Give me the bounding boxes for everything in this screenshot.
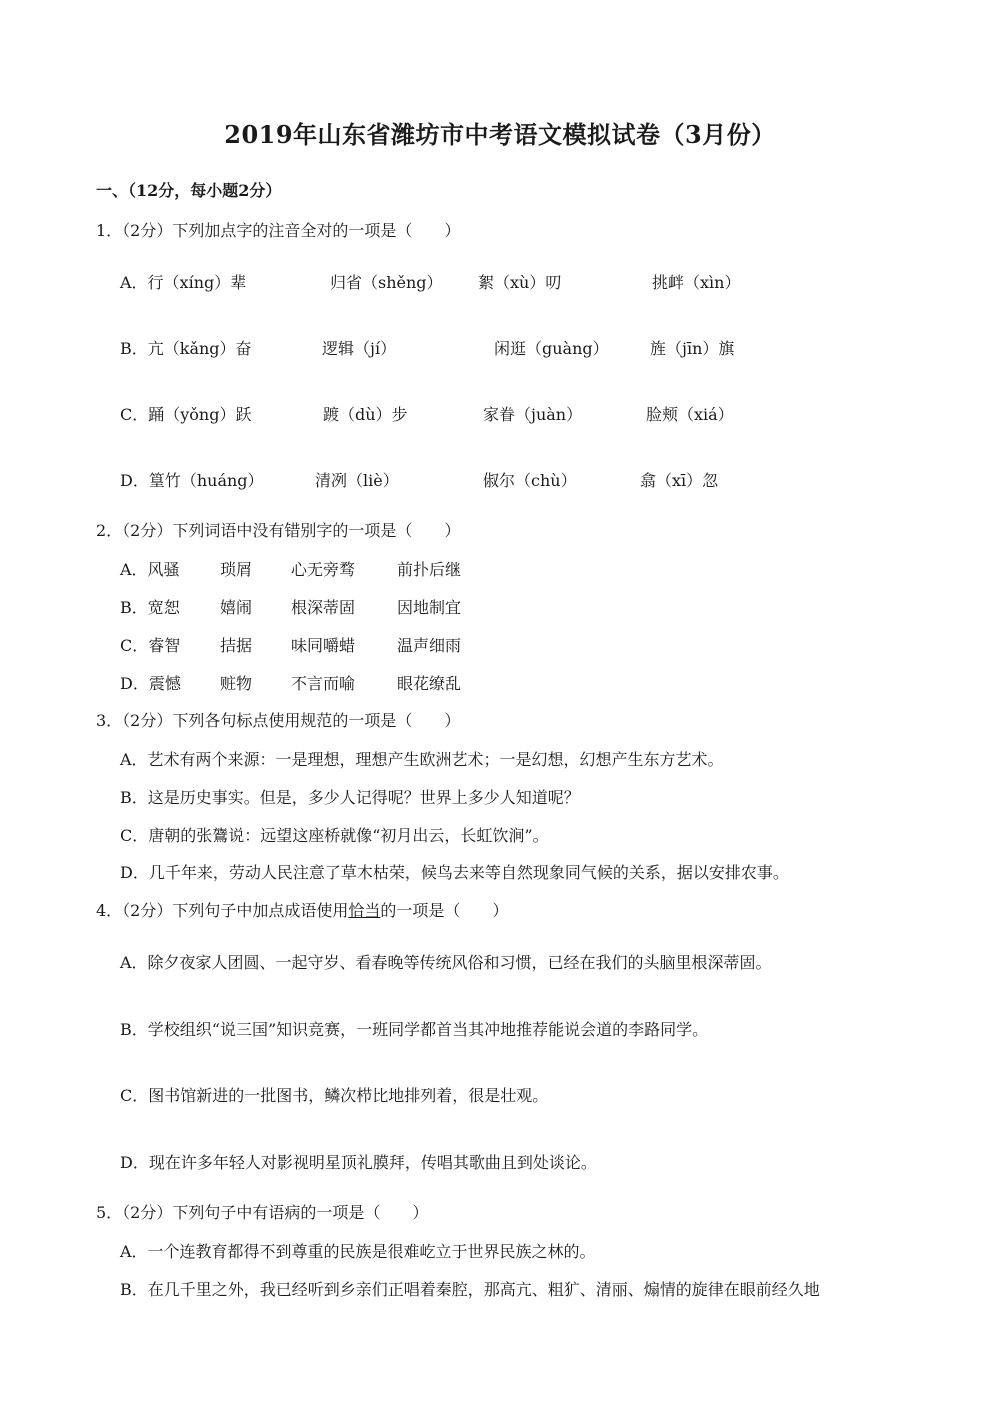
question-1-stem: 1．（2分）下列加点字的注音全对的一项是（ ）: [96, 221, 461, 240]
q1-option-a-item-3: 絮（xù）叨: [478, 273, 562, 292]
section-heading: 一、（12分，每小题2分）: [96, 181, 282, 200]
q2-option-c-item-1: C．睿智: [120, 636, 181, 655]
q4-option-a: A．除夕夜家人团圆、一起守岁、看春晚等传统风俗和习惯，已经在我们的头脑里根深蒂固。: [120, 953, 772, 972]
q2-option-d-item-1: D．震憾: [120, 674, 181, 693]
q1-option-c-item-4: 脸颊（xiá）: [646, 405, 734, 424]
q4-option-b: B．学校组织“说三国”知识竞赛，一班同学都首当其冲地推荐能说会道的李路同学。: [120, 1020, 709, 1039]
q5-option-b: B．在几千里之外，我已经听到乡亲们正唱着秦腔，那高亢、粗犷、清丽、煽情的旋律在眼前经久地: [120, 1280, 820, 1299]
q1-option-b-item-1: B．亢（kǎng）奋: [120, 339, 252, 358]
q3-option-b: B．这是历史事实。但是，多少人记得呢？世界上多少人知道呢？: [120, 788, 580, 807]
q1-option-d-item-1: D．篁竹（huáng）: [120, 471, 264, 490]
q2-option-c-item-2: 拮据: [220, 636, 253, 655]
q2-option-b-item-1: B．宽恕: [120, 598, 180, 617]
question-2-stem: 2．（2分）下列词语中没有错别字的一项是（ ）: [96, 521, 461, 540]
q4-option-c: C．图书馆新进的一批图书，鳞次栉比地排列着，很是壮观。: [120, 1086, 549, 1105]
q1-option-a-item-4: 挑衅（xìn）: [652, 273, 741, 292]
q1-option-c-item-1: C．踊（yǒng）跃: [120, 405, 252, 424]
question-3-stem: 3．（2分）下列各句标点使用规范的一项是（ ）: [96, 711, 461, 730]
q1-option-c-item-3: 家眷（juàn）: [483, 405, 583, 424]
q2-option-b-item-2: 嬉闹: [220, 598, 253, 617]
page-title: 2019年山东省潍坊市中考语文模拟试卷（3月份）: [224, 120, 776, 149]
q1-option-b-item-4: 旌（jīn）旗: [650, 339, 735, 358]
q1-option-a-item-1: A．行（xíng）辈: [120, 273, 247, 292]
question-4-stem: [96, 898, 508, 921]
q3-option-a: A．艺术有两个来源：一是理想，理想产生欧洲艺术；一是幻想，幻想产生东方艺术。: [120, 750, 724, 769]
q2-option-a-item-3: 心无旁骛: [291, 560, 356, 579]
q1-option-b-item-2: 逻辑（jí）: [322, 339, 397, 358]
q2-option-c-item-3: 味同嚼蜡: [291, 636, 356, 655]
q2-option-d-item-2: 赃物: [220, 674, 253, 693]
q2-option-d-item-4: 眼花缭乱: [397, 674, 462, 693]
q1-option-d-item-2: 清冽（liè）: [315, 471, 399, 490]
question-5-stem: 5．（2分）下列句子中有语病的一项是（ ）: [96, 1203, 429, 1222]
q4-stem-before: 4．（2分）下列句子中加点成语使用: [96, 901, 349, 920]
q1-option-c-item-2: 踱（dù）步: [323, 405, 408, 424]
q4-stem-underlined: 恰当: [348, 901, 381, 920]
q2-option-a-item-1: A．风骚: [120, 560, 180, 579]
q1-option-d-item-4: 翕（xī）忽: [640, 471, 719, 490]
q1-option-d-item-3: 俶尔（chù）: [483, 471, 577, 490]
q4-option-d: D．现在许多年轻人对影视明星顶礼膜拜，传唱其歌曲且到处谈论。: [120, 1153, 597, 1172]
q2-option-c-item-4: 温声细雨: [397, 636, 462, 655]
q5-option-a: A．一个连教育都得不到尊重的民族是很难屹立于世界民族之林的。: [120, 1242, 596, 1261]
q2-option-b-item-3: 根深蒂固: [291, 598, 356, 617]
q2-option-a-item-2: 琐屑: [220, 560, 253, 579]
q3-option-c: C．唐朝的张鷟说：远望这座桥就像“初月出云，长虹饮涧”。: [120, 826, 549, 845]
q4-stem-after: 的一项是（ ）: [380, 901, 509, 920]
q2-option-d-item-3: 不言而喻: [291, 674, 356, 693]
q1-option-a-item-2: 归省（shěng）: [330, 273, 443, 292]
q1-option-b-item-3: 闲逛（guàng）: [494, 339, 609, 358]
q2-option-b-item-4: 因地制宜: [397, 598, 462, 617]
q2-option-a-item-4: 前扑后继: [397, 560, 462, 579]
q3-option-d: D．几千年来，劳动人民注意了草木枯荣，候鸟去来等自然现象同气候的关系，据以安排农事。: [120, 863, 789, 882]
